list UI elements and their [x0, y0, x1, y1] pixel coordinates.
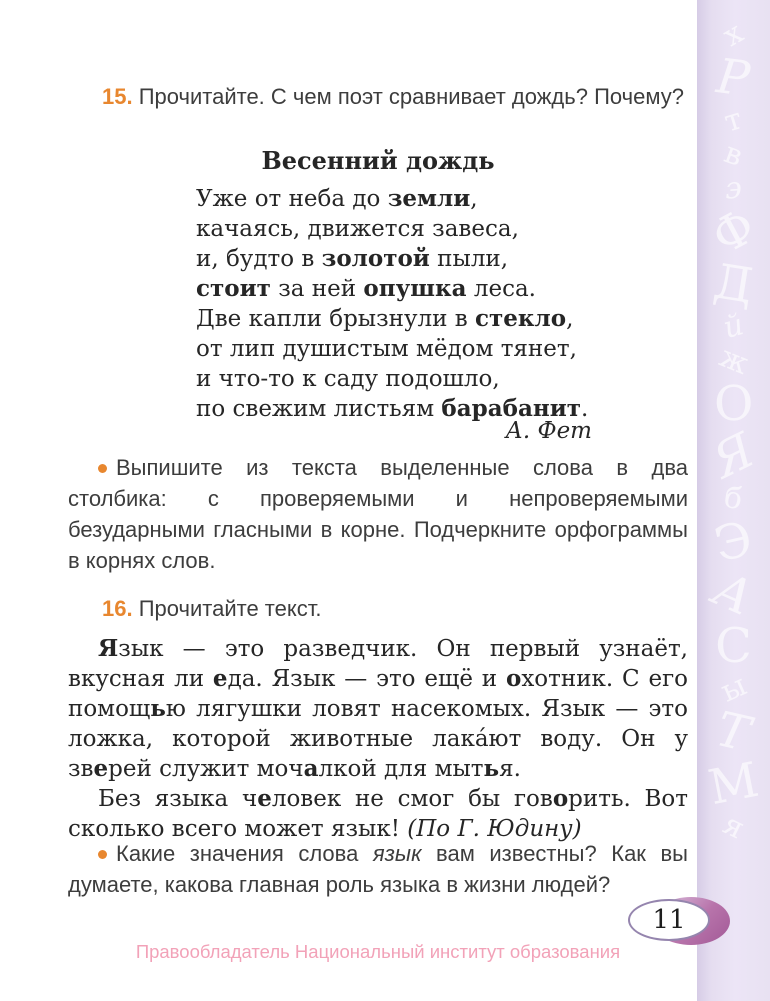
decorative-letter: в — [719, 135, 748, 174]
poem-line: стоит за ней опушка леса. — [196, 275, 536, 302]
poem-line: Две капли брызнули в стекло, — [196, 305, 574, 332]
poem-line: от лип душистым мёдом тянет, — [196, 336, 577, 362]
exercise-16-heading — [68, 594, 688, 624]
decorative-letters — [697, 15, 770, 847]
poem-line: и что-то к саду подошло, — [196, 366, 500, 392]
bullet-icon — [98, 464, 107, 473]
poem — [196, 184, 588, 424]
decorative-letter: Р — [714, 48, 753, 108]
exercise-16-paragraph-2: Без языка человек не смог бы говорить. Вот сколько всего может язык! (По Г. Юдину) — [68, 785, 688, 842]
exercise-16-question — [68, 838, 688, 900]
decorative-letter: й — [719, 307, 748, 346]
poem-line: по свежим листьям барабанит. — [196, 395, 589, 422]
exercise-16-paragraph-1: Язык — это разведчик. Он первый узнаёт, вкусная ли еда. Язык — это ещё и охотник. С его помощью лягушки ловят насекомых. Язык — это ложка, которой животные лака́ют воду. Он у зверей служит мочалкой для мытья. — [68, 635, 689, 782]
poem-line: и, будто в золотой пыли, — [196, 245, 509, 272]
page-number: 11 — [652, 905, 686, 935]
exercise-15-number: 15. — [102, 84, 133, 109]
exercise-16-instruction: Прочитайте текст. — [132, 596, 322, 621]
decorative-letter: х — [717, 15, 750, 54]
bullet-icon — [98, 850, 107, 859]
decorative-letter: О — [712, 375, 755, 433]
exercise-15-heading — [68, 82, 688, 112]
decorative-letter: б — [721, 479, 746, 518]
exercise-15-task-text: Выпишите из текста выделенные слова в два столбика: с проверяемыми и непроверяемыми безударными гласными в корне. Подчеркните орфограммы в корнях слов. — [68, 455, 688, 573]
exercise-15-task — [68, 452, 688, 576]
decorative-letter: ы — [715, 667, 752, 710]
poem-line: Уже от неба до земли, — [196, 185, 478, 212]
decorative-letter: я — [717, 806, 750, 847]
copyright-footer: Правообладатель Национальный институт образования — [135, 941, 621, 962]
exercise-15-instruction: Прочитайте. С чем поэт сравнивает дождь? Почему? — [132, 84, 684, 109]
decorative-letter: Т — [711, 701, 756, 763]
decorative-letter: М — [704, 751, 763, 817]
decorative-letter: Д — [709, 253, 758, 315]
exercise-16-number: 16. — [102, 596, 133, 621]
decorative-letter: Я — [703, 422, 764, 490]
poem-author: А. Фет — [505, 418, 592, 444]
decorative-letter: т — [720, 101, 747, 140]
decorative-letter: э — [723, 170, 744, 207]
decorative-letter: Э — [709, 510, 758, 574]
decorative-letter: С — [715, 618, 752, 674]
decorative-letter: Ф — [702, 197, 765, 267]
decorative-letter: А — [705, 561, 762, 627]
page-number-badge — [628, 897, 738, 947]
poem-title: Весенний дождь — [261, 146, 495, 175]
exercise-16-question-text: Какие значения слова язык вам известны? Как вы думаете, какова главная роль языка в жизни людей? — [68, 841, 688, 897]
decorative-side-strip — [697, 0, 770, 1001]
badge-oval — [628, 899, 710, 941]
decorative-letter: ж — [714, 339, 754, 382]
poem-line: качаясь, движется завеса, — [196, 216, 519, 242]
